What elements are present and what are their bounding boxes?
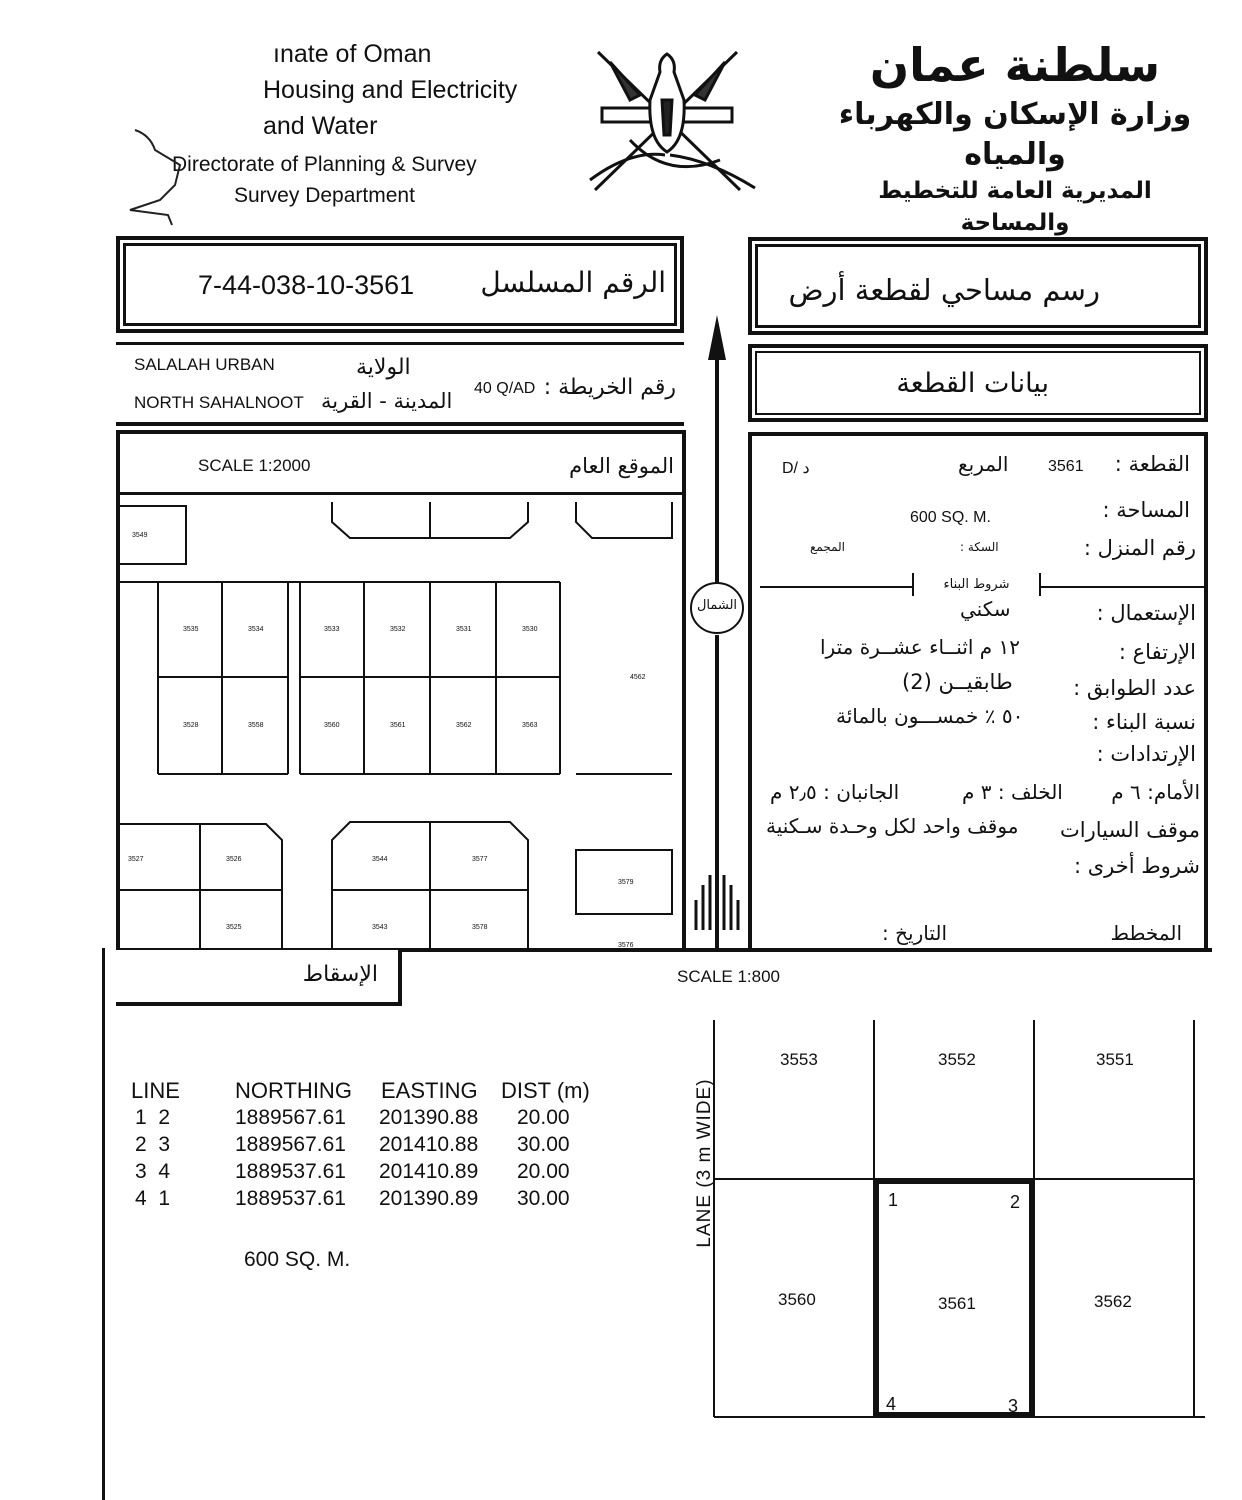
col-line-header: LINE [131, 1078, 180, 1103]
parking-value: موقف واحد لكل وحـدة سـكنية [766, 814, 1019, 838]
building-ratio-value: ٥٠ ٪ خمســـون بالمائة [836, 704, 1024, 728]
north-arrow-icon [686, 310, 748, 950]
plot-number: 3534 [248, 626, 264, 633]
plot-number: 3560 [324, 722, 340, 729]
plot-info-panel [748, 432, 1208, 950]
setback-front: الأمام: ٦ م [1111, 780, 1200, 804]
subject-plot-number: 3561 [938, 1294, 976, 1313]
header-english [255, 36, 595, 144]
plot-data-title-box [748, 344, 1208, 422]
general-location-map [116, 430, 686, 950]
corner-marker: 2 [1010, 1192, 1021, 1212]
use-label: الإستعمال : [1096, 601, 1196, 625]
projection-scale: SCALE 1:800 [677, 967, 781, 986]
plot-data-title: بيانات القطعة [896, 368, 1049, 399]
planner-label: المخطط [1110, 921, 1182, 945]
coords-row [131, 1106, 611, 1133]
plot-number: 3577 [472, 856, 488, 863]
other-conditions-label: شروط أخرى : [1073, 854, 1200, 878]
plot-number: 4562 [630, 674, 646, 681]
coords-row [131, 1133, 611, 1160]
house-number-label: رقم المنزل : [1083, 536, 1196, 560]
map-number-label: رقم الخريطة : [543, 375, 676, 400]
village-value: NORTH SAHALNOOT [134, 393, 304, 412]
corner-marker: 1 [888, 1190, 899, 1210]
building-conditions-label: شروط البناء [912, 573, 1041, 596]
detail-plot-number: 3551 [1096, 1050, 1134, 1069]
floors-label: عدد الطوابق : [1073, 676, 1196, 700]
building-ratio-label: نسبة البناء : [1092, 710, 1196, 734]
block-label: المربع [958, 452, 1009, 476]
projection-label-box [116, 950, 402, 1006]
corner-marker: 4 [886, 1394, 897, 1414]
lane-label: LANE (3 m WIDE) [694, 1078, 715, 1248]
map-number-value: 40 Q/AD [474, 380, 536, 397]
header-en-line4: Directorate of Planning & Survey [172, 153, 477, 176]
plot-number: 3528 [183, 722, 199, 729]
plot-number: 3533 [324, 626, 340, 633]
header-ar-line1: سلطنة عمان [869, 38, 1161, 92]
plot-number: 3532 [390, 626, 406, 633]
header-en-line1: ınate of Oman [273, 40, 432, 68]
coords-row [131, 1160, 611, 1187]
plot-number: 3558 [248, 722, 264, 729]
location-box [116, 342, 684, 426]
detail-plot-number: 3562 [1094, 1292, 1132, 1311]
coord-line: 2 3 [135, 1133, 171, 1156]
serial-number-value: 7-44-038-10-3561 [198, 270, 415, 300]
header-ar-line2: وزارة الإسكان والكهرباء والمياه [838, 97, 1192, 172]
header-en-line3: and Water [263, 112, 378, 140]
street-label: السكة : [960, 540, 999, 554]
plot-number: 3561 [390, 722, 406, 729]
plot-number: 3578 [472, 924, 488, 931]
plot-number: 3579 [618, 879, 634, 886]
coord-line: 4 1 [135, 1187, 171, 1210]
setbacks-label: الإرتدادات : [1096, 742, 1196, 766]
setback-back: الخلف : ٣ م [962, 780, 1063, 804]
coords-header-row [131, 1078, 611, 1106]
north-label: الشمال [696, 598, 738, 613]
wilayat-label: الولاية [356, 355, 411, 380]
use-value: سكني [960, 597, 1011, 621]
plot-label: القطعة : [1114, 452, 1190, 476]
serial-number-label: الرقم المسلسل [480, 266, 666, 299]
coord-northing: 1889537.61 [235, 1187, 346, 1210]
block-value: D/ د [782, 460, 810, 477]
coord-northing: 1889537.61 [235, 1160, 346, 1183]
oman-emblem-icon [570, 40, 765, 200]
general-location-label: الموقع العام [569, 454, 674, 478]
coord-northing: 1889567.61 [235, 1133, 346, 1156]
coord-dist: 30.00 [517, 1133, 570, 1156]
parking-label: موقف السيارات [1060, 818, 1200, 842]
coord-easting: 201410.89 [379, 1160, 479, 1183]
pen-scribble [120, 125, 200, 230]
plot-number: 3527 [128, 856, 144, 863]
coord-dist: 30.00 [517, 1187, 570, 1210]
village-label: المدينة - القرية [321, 389, 453, 413]
col-easting-header: EASTING [381, 1078, 478, 1103]
coord-easting: 201390.89 [379, 1187, 479, 1210]
coord-northing: 1889567.61 [235, 1106, 346, 1129]
coords-row [131, 1187, 611, 1214]
col-dist-header: DIST (m) [501, 1078, 590, 1103]
area-label: المساحة : [1102, 498, 1190, 522]
plot-number: 3525 [226, 924, 242, 931]
coord-dist: 20.00 [517, 1106, 570, 1129]
height-value: ١٢ م اثنــاء عشــرة مترا [820, 635, 1021, 659]
plot-number: 3535 [183, 626, 199, 633]
plot-number: 3563 [522, 722, 538, 729]
document-title-box [748, 237, 1208, 335]
plot-number: 3531 [456, 626, 472, 633]
header-en-line5: Survey Department [234, 184, 415, 207]
projection-label: الإسقاط [302, 962, 378, 987]
floors-value: طابقيــن (2) [902, 670, 1013, 694]
coord-easting: 201410.88 [379, 1133, 479, 1156]
plot-number: 3544 [372, 856, 388, 863]
coord-dist: 20.00 [517, 1160, 570, 1183]
corner-marker: 3 [1008, 1396, 1019, 1416]
plot-number: 3576 [618, 942, 634, 949]
detail-plot-number: 3553 [780, 1050, 818, 1069]
projection-area: 600 SQ. M. [244, 1248, 351, 1271]
coord-line: 1 2 [135, 1106, 171, 1129]
height-label: الإرتفاع : [1118, 640, 1196, 664]
complex-label: المجمع [810, 540, 845, 554]
area-value: 600 SQ. M. [910, 509, 991, 526]
coord-line: 3 4 [135, 1160, 171, 1183]
setback-sides: الجانبان : ٢٫٥ م [770, 780, 900, 804]
detail-plot-grid [700, 1015, 1220, 1435]
col-northing-header: NORTHING [235, 1078, 352, 1103]
date-label: التاريخ : [882, 921, 948, 945]
projection-left-border [102, 948, 105, 1500]
detail-plot-number: 3552 [938, 1050, 976, 1069]
general-location-scale: SCALE 1:2000 [198, 456, 311, 475]
wilayat-value: SALALAH URBAN [134, 355, 275, 374]
coordinates-table [131, 1078, 611, 1214]
detail-plot-number: 3560 [778, 1290, 816, 1309]
plot-number: 3549 [132, 532, 148, 539]
plot-number: 3526 [226, 856, 242, 863]
plot-number: 3530 [522, 626, 538, 633]
plot-value: 3561 [1048, 458, 1084, 475]
header-en-line2: Housing and Electricity [263, 76, 518, 104]
plot-number: 3562 [456, 722, 472, 729]
serial-number-box [116, 236, 684, 333]
document-title: رسم مساحي لقطعة أرض [788, 273, 1100, 307]
header-ar-line3: المديرية العامة للتخطيط والمساحة [878, 178, 1152, 236]
plot-number: 3543 [372, 924, 388, 931]
coord-easting: 201390.88 [379, 1106, 479, 1129]
